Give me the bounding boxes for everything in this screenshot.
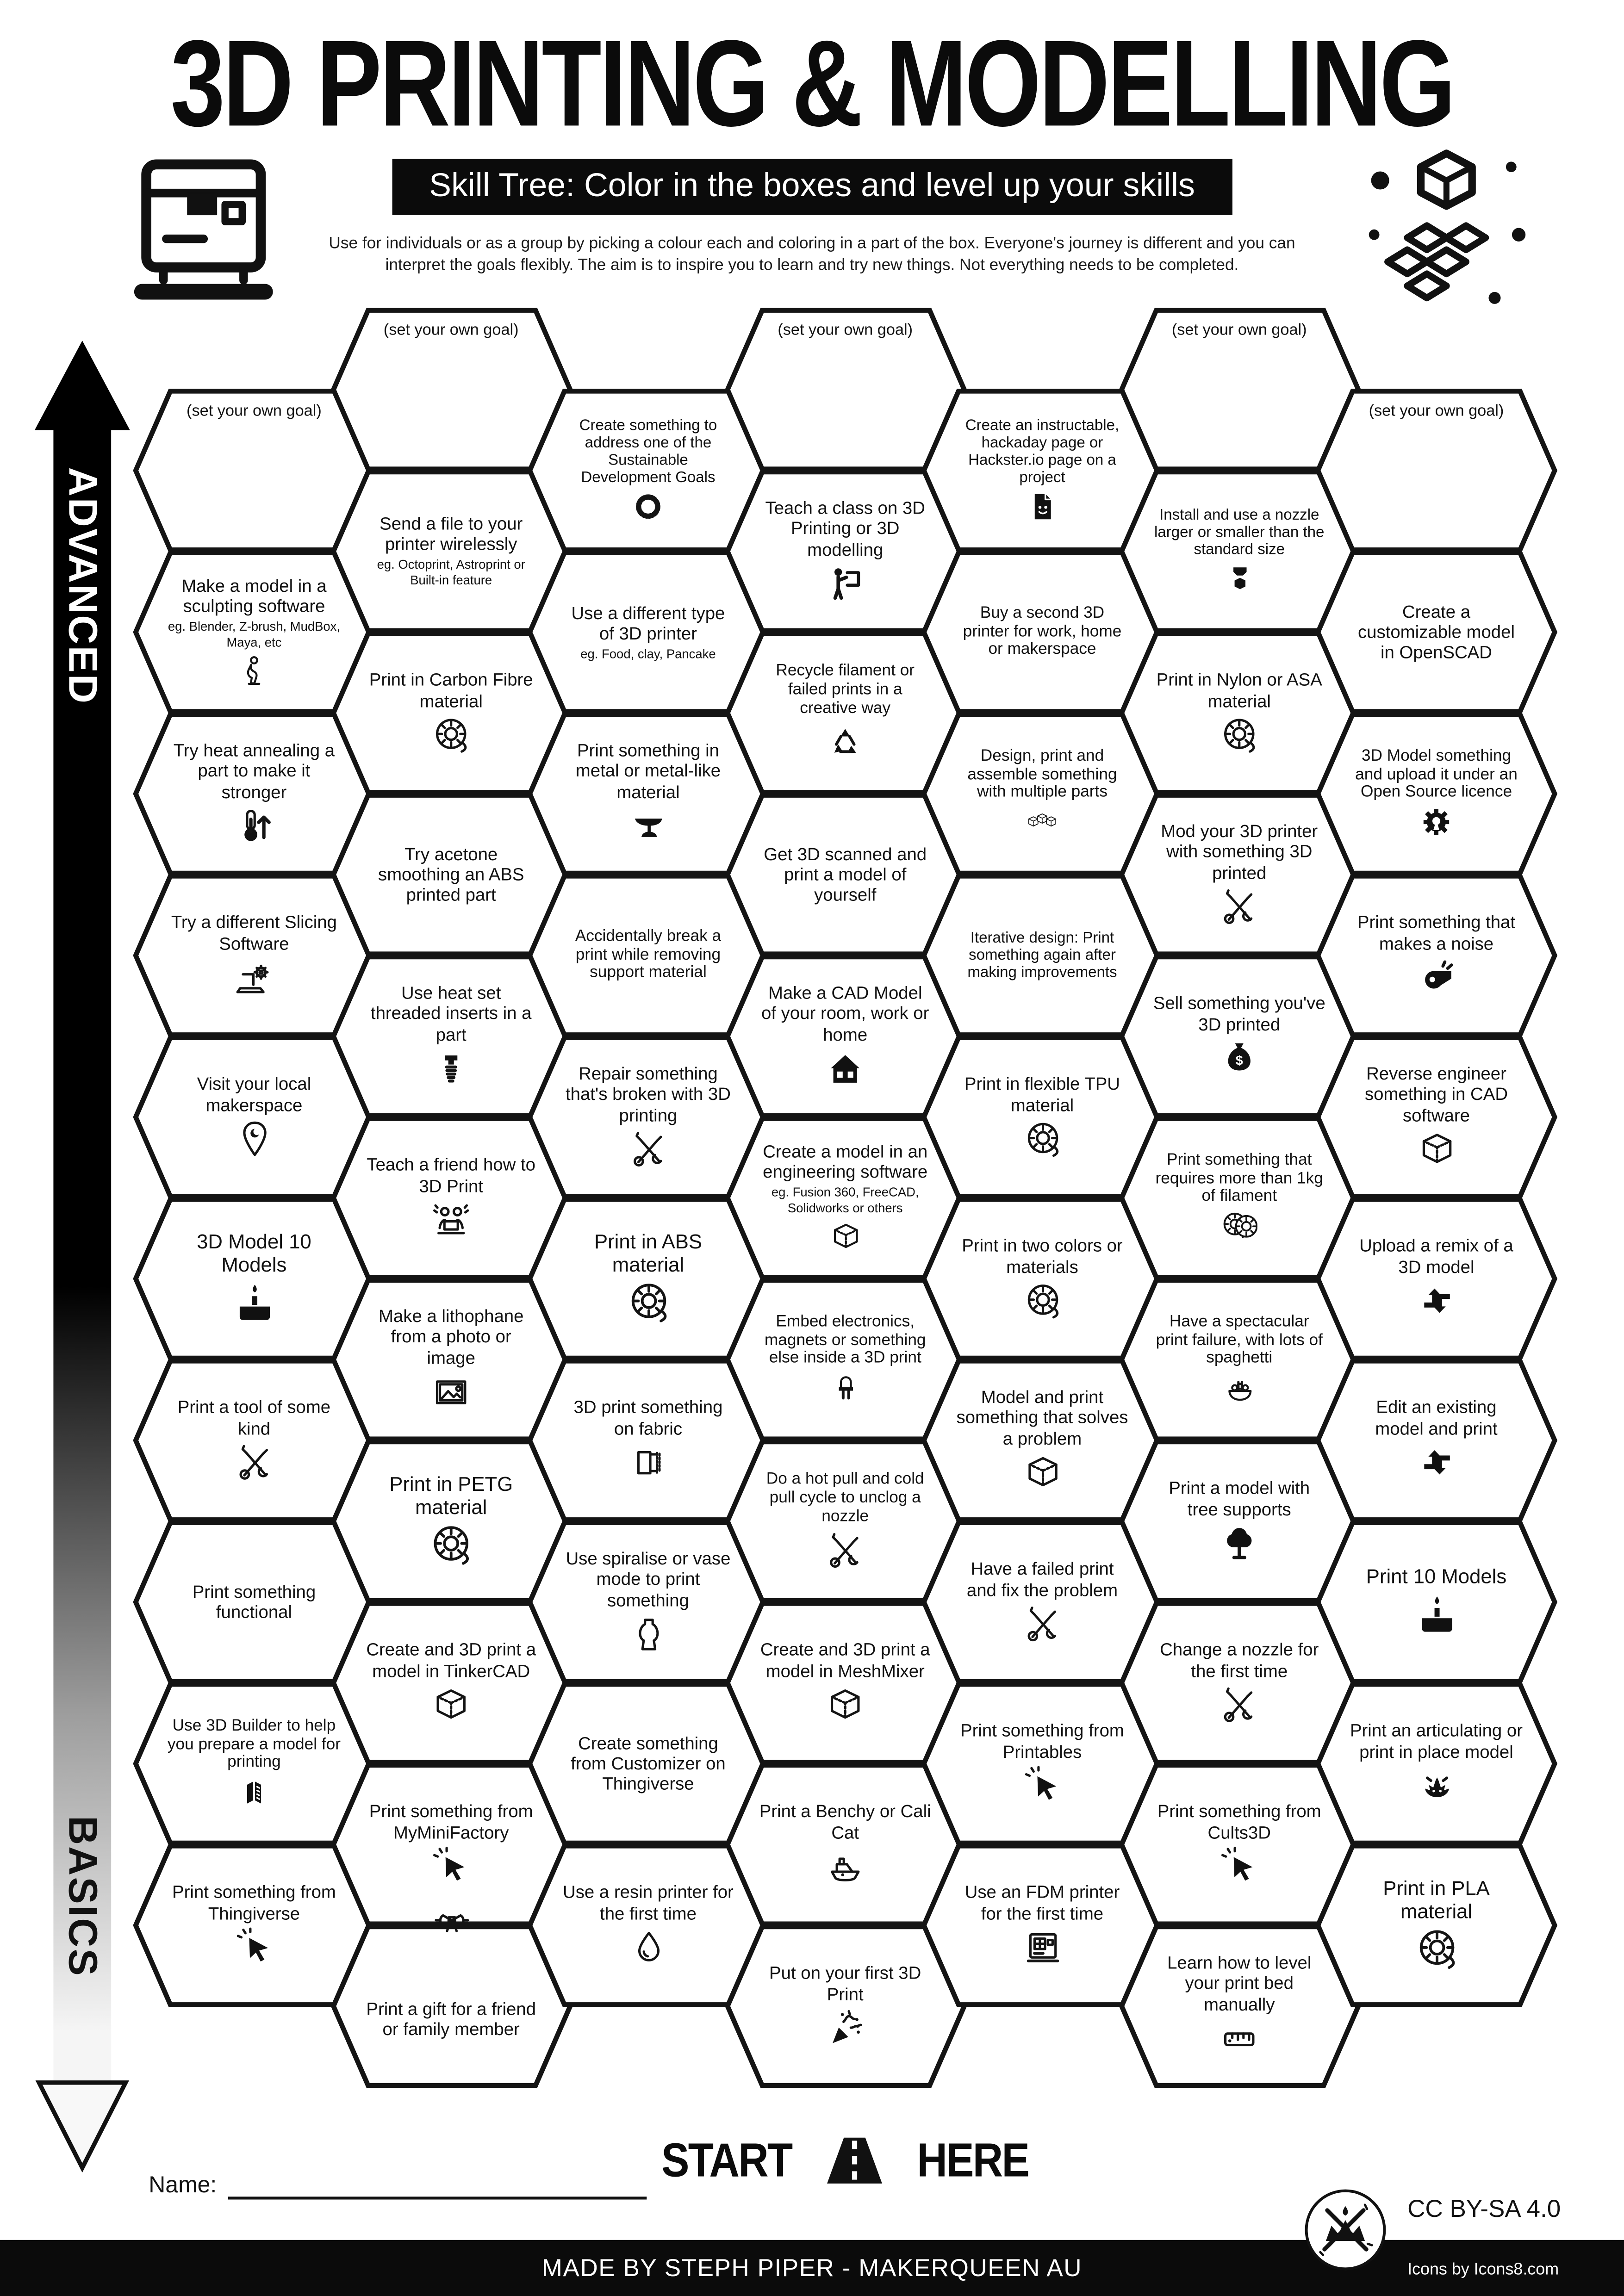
hex-label: Print something from MyMiniFactory (369, 1802, 533, 1843)
hex-label: Model and print something that solves a problem (956, 1387, 1128, 1449)
here-label: HERE (917, 2133, 1029, 2187)
hex-label: Install and use a nozzle larger or smaller than the standard size (1154, 506, 1325, 559)
hex-label: Buy a second 3D printer for work, home or makerspace (963, 604, 1122, 659)
anvil-icon (627, 805, 669, 846)
presenter-icon (824, 562, 866, 604)
threaded-screw-icon (430, 1047, 472, 1089)
location-pin-icon (233, 1118, 275, 1160)
svg-text:$: $ (1235, 1053, 1243, 1068)
hex-label: Accidentally break a print while removing support material (575, 927, 722, 982)
hex-label: Print in PETG material (389, 1471, 513, 1518)
hex-label: Embed electronics, magnets or something else inside a 3D print (764, 1313, 926, 1368)
house-icon (824, 1047, 866, 1089)
hex-label: Use a different type of 3D printer (571, 602, 725, 644)
hex-label: Teach a friend how to 3D Print (367, 1155, 536, 1196)
cursor-click-icon (233, 1926, 275, 1967)
cube-outline-icon (430, 1683, 472, 1725)
hex-label: Use 3D Builder to help you prepare a model for printing (167, 1717, 341, 1772)
made-by-text: MADE BY STEPH PIPER - MAKERQUEEN AU (541, 2254, 1083, 2282)
hex-label: Print something from Thingiverse (172, 1882, 336, 1924)
hex-label: 3D Model 10 Models (197, 1229, 311, 1275)
hex-label: Create something from Customizer on Thingiverse (571, 1733, 726, 1794)
name-label: Name: (149, 2173, 217, 2198)
hex-label: Do a hot pull and cold pull cycle to unclog a nozzle (766, 1471, 924, 1526)
3d-builder-icon (237, 1775, 272, 1810)
hex-label: Make a lithophane from a photo or image (378, 1307, 524, 1368)
whistle-icon (1415, 956, 1457, 998)
hex-print-an-articulating-or-print-in-place-mo[interactable] (1318, 1684, 1555, 1843)
cake-icon (1412, 1591, 1460, 1639)
intro-text: Use for individuals or as a group by picking a colour each and coloring in a part of the box. Everyone's journey is different and you can interpret the goals flexibly. The aim is to inspire you to learn and try new things. Not everything needs to be completed. (329, 235, 1295, 275)
hex-label: 3D print something on fabric (573, 1397, 723, 1439)
hex-label: Use a resin printer for the first time (563, 1882, 734, 1924)
confetti-icon (824, 2007, 866, 2048)
cube-outline-icon (828, 1219, 863, 1253)
hex-label: Recycle filament or failed prints in a creative way (776, 663, 915, 717)
filament-spool-icon (624, 1279, 672, 1327)
hex-reverse-engineer-something-in-cad-software[interactable] (1318, 1038, 1555, 1197)
3d-printer-logo-icon (127, 153, 280, 318)
hex-label: Iterative design: Print something again after making improvements (967, 929, 1117, 982)
hex-label: Teach a class on 3D Printing or 3D modelling (765, 498, 925, 559)
tools-icon (233, 1441, 275, 1483)
hex-label: Create a model in an engineering software (763, 1142, 928, 1183)
makerqueen-crown-tools-logo (1304, 2188, 1388, 2272)
hex-label: Print something functional (192, 1582, 316, 1622)
filament-spool-icon (430, 714, 472, 755)
hex-label: Learn how to level your print bed manually (1167, 1953, 1312, 2014)
hex-label: Print something in metal or metal-like material (575, 741, 721, 802)
hex-label: Create a customizable model in OpenSCAD (1358, 602, 1515, 663)
hex-label: Put on your first 3D Print (769, 1963, 921, 2004)
name-input-line[interactable] (228, 2177, 647, 2200)
tools-icon (824, 1530, 866, 1571)
hex-label: Print in PLA material (1383, 1875, 1490, 1922)
hex-label: Print in ABS material (594, 1229, 702, 1275)
fdm-printer-icon (1021, 1926, 1063, 1967)
hex-label: Use spiralise or vase mode to print something (566, 1549, 731, 1610)
filament-spool-icon (427, 1522, 475, 1570)
hex-label: Sell something you've 3D printed (1153, 993, 1325, 1034)
axis-label-basics: BASICS (61, 1816, 106, 1977)
fabric-icon (627, 1441, 669, 1483)
cube-outline-icon (824, 1683, 866, 1725)
hex-print-something-that-makes-a-noise[interactable] (1318, 876, 1555, 1035)
hex-label: Edit an existing model and print (1375, 1397, 1498, 1439)
cube-lattice-logo-icon (1354, 144, 1539, 317)
hex-label: Make a model in a sculpting software (181, 576, 327, 617)
hex-label: Reverse engineer something in CAD software (1364, 1064, 1508, 1125)
photo-icon (430, 1371, 472, 1412)
hex-sublabel: eg. Blender, Z-brush, MudBox, Maya, etc (168, 620, 341, 650)
filament-spool-icon (1021, 1118, 1063, 1160)
hex-label: Print an articulating or print in place model (1350, 1721, 1523, 1762)
hex-label: Try a different Slicing Software (171, 912, 337, 954)
cursor-click-icon (1021, 1764, 1063, 1806)
sculpture-statue-icon (237, 653, 272, 688)
hex-label: Get 3D scanned and print a model of yourself (764, 844, 927, 905)
hex-label: (set your own goal) (1369, 403, 1504, 420)
icons-credit-text: Icons by Icons8.com (1407, 2261, 1559, 2279)
hex-label: Design, print and assemble something with multiple parts (967, 747, 1117, 802)
recycle-icon (824, 721, 866, 763)
hex-label: Upload a remix of a 3D model (1359, 1236, 1513, 1277)
hex-label: Have a failed print and fix the problem (966, 1559, 1118, 1600)
gift-bow-icon (430, 1905, 472, 1947)
laptop-gear-icon (233, 956, 275, 998)
hex-label: Print something that makes a noise (1357, 912, 1516, 954)
tools-icon (1219, 886, 1260, 927)
vase-icon (627, 1613, 669, 1655)
hex-sublabel: eg. Octoprint, Astroprint or Built-in feature (377, 558, 525, 588)
hex-set-your-own-goal[interactable] (1318, 391, 1555, 550)
led-icon (828, 1371, 863, 1406)
hex-label: Make a CAD Model of your room, work or home (761, 983, 929, 1044)
cake-icon (230, 1279, 278, 1327)
nozzle-cube-icon (1222, 562, 1257, 596)
hex-label: Print a tool of some kind (177, 1397, 331, 1439)
hex-label: (set your own goal) (383, 322, 519, 339)
hex-label: Create something to address one of the Sustainable Development Goals (579, 417, 717, 487)
hex-label: Print something from Cults3D (1157, 1802, 1321, 1843)
open-source-gear-icon (1419, 806, 1454, 840)
filament-spool-icon (1219, 714, 1260, 755)
hex-label: Change a nozzle for the first time (1160, 1640, 1319, 1681)
hex-label: Print in Carbon Fibre material (369, 670, 533, 711)
road-icon (821, 2135, 890, 2186)
filament-spool-icon (1021, 1279, 1063, 1321)
two-people-laptop-icon (430, 1198, 472, 1240)
cube-outline-icon (1415, 1128, 1457, 1170)
cursor-click-icon (430, 1845, 472, 1887)
hex-label: Send a file to your printer wirelessly (380, 514, 523, 555)
remix-arrows-icon (1415, 1279, 1457, 1321)
three-cubes-icon (1025, 806, 1060, 840)
hex-label: Print a gift for a friend or family member (366, 1998, 536, 2040)
hex-label: Print in flexible TPU material (964, 1074, 1120, 1115)
license-text: CC BY-SA 4.0 (1407, 2195, 1561, 2223)
hex-label: Visit your local makerspace (197, 1074, 311, 1115)
hex-label: Create and 3D print a model in MeshMixer (760, 1640, 930, 1681)
poster-title: 3D PRINTING & MODELLING (170, 16, 1454, 153)
sdg-ring-icon (631, 490, 666, 524)
hex-label: Have a spectacular print failure, with lots of spaghetti (1156, 1313, 1323, 1368)
money-bag-icon (1219, 1037, 1260, 1079)
hex-label: Print in Nylon or ASA material (1156, 670, 1322, 711)
hex-label: (set your own goal) (778, 322, 913, 339)
hex-create-a-customizable-model-in-openscad[interactable] (1318, 553, 1555, 712)
hex-label: Create and 3D print a model in TinkerCAD (366, 1640, 536, 1681)
start-label: START (661, 2133, 792, 2187)
hex-label: Try acetone smoothing an ABS printed part (378, 844, 524, 905)
hex-upload-a-remix-of-a-3d-model[interactable] (1318, 1199, 1555, 1358)
hex-label: (set your own goal) (1171, 322, 1307, 339)
two-spools-icon (1222, 1210, 1257, 1245)
hex-edit-an-existing-model-and-print[interactable] (1318, 1361, 1555, 1520)
hex-3d-model-something-and-upload-it-under-an-[interactable] (1318, 714, 1555, 873)
hex-label: Print a model with tree supports (1169, 1478, 1310, 1519)
tools-icon (1021, 1603, 1063, 1644)
hex-label: Try heat annealing a part to make it stronger (173, 741, 335, 802)
hex-sublabel: eg. Food, clay, Pancake (580, 646, 716, 661)
cursor-click-icon (1219, 1845, 1260, 1887)
tree-icon (1219, 1522, 1260, 1564)
ruler-icon (1219, 2017, 1260, 2059)
level-axis-arrow (35, 341, 130, 2173)
hex-label: (set your own goal) (187, 403, 322, 420)
hex-print-10-models[interactable] (1318, 1523, 1555, 1682)
tools-icon (1219, 1683, 1260, 1725)
axis-label-advanced: ADVANCED (61, 467, 106, 705)
hex-print-in-pla-material[interactable] (1318, 1846, 1555, 2004)
hex-label: Repair something that's broken with 3D printing (565, 1064, 731, 1125)
hex-label: Print something that requires more than 1kg of filament (1155, 1151, 1323, 1206)
filament-spool-icon (1412, 1926, 1460, 1973)
hex-label: 3D Model something and upload it under an Open Source licence (1355, 747, 1518, 802)
file-smiley-icon (1025, 490, 1060, 524)
cube-outline-icon (1021, 1451, 1063, 1493)
hex-label: Mod your 3D printer with something 3D printed (1161, 822, 1318, 883)
resin-drop-icon (627, 1926, 669, 1967)
poster-subtitle: Skill Tree: Color in the boxes and level up your skills (392, 159, 1232, 215)
remix-arrows-icon (1415, 1441, 1457, 1483)
benchy-icon (824, 1845, 866, 1887)
thermometer-up-icon (233, 805, 275, 846)
hex-label: Create an instructable, hackaday page or Hackster.io page on a project (965, 417, 1120, 487)
dragon-icon (1415, 1764, 1457, 1806)
hex-label: Print a Benchy or Cali Cat (759, 1802, 931, 1843)
hex-label: Print in two colors or materials (962, 1236, 1123, 1277)
hex-label: Use an FDM printer for the first time (964, 1882, 1120, 1924)
hex-label: Print something from Printables (960, 1721, 1124, 1762)
tools-icon (627, 1128, 669, 1170)
hex-label: Use heat set threaded inserts in a part (370, 983, 532, 1044)
hex-sublabel: eg. Fusion 360, FreeCAD, Solidworks or others (771, 1185, 919, 1216)
spaghetti-bowl-icon (1222, 1371, 1257, 1406)
hex-label: Print 10 Models (1366, 1564, 1507, 1587)
